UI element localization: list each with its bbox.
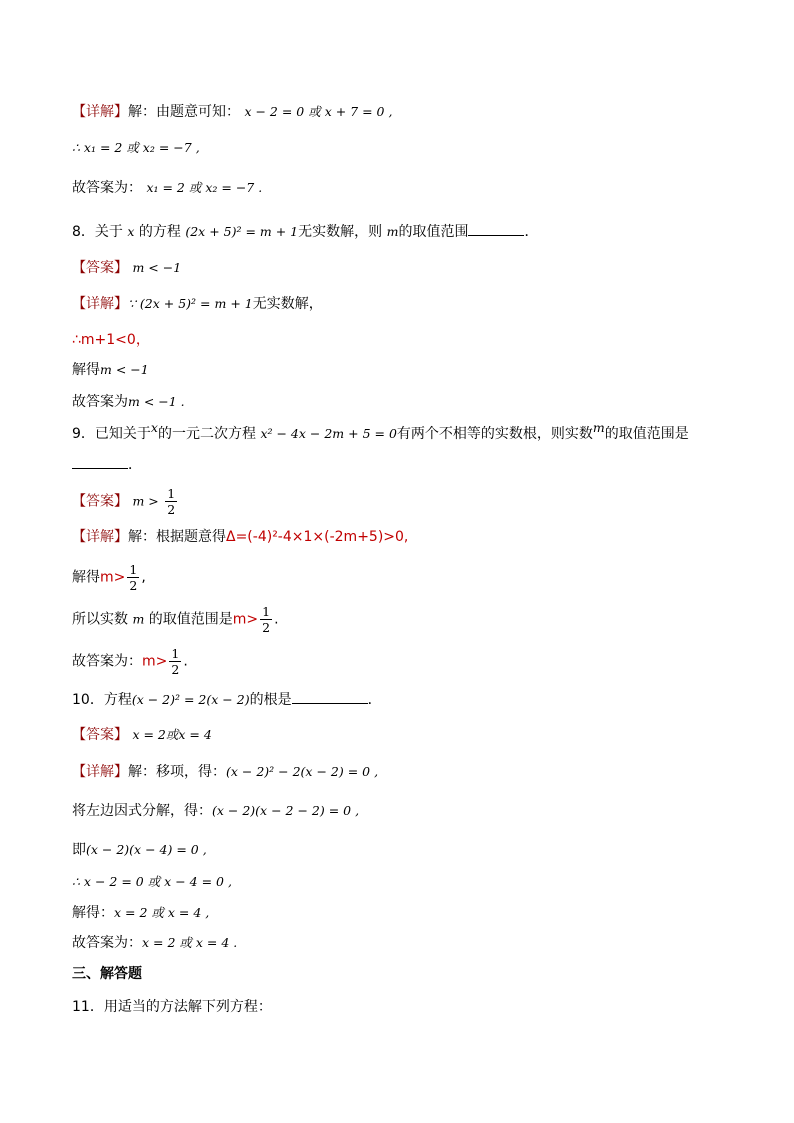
fraction: $\frac{1}{2}$ xyxy=(167,486,176,517)
q9-blank-line: ． xyxy=(72,454,142,475)
q7-conclusion: 故答案为： x₁ = 2 或 x₂ = −7 . xyxy=(72,180,263,196)
fraction: $\frac{1}{2}$ xyxy=(129,562,138,593)
q9-conclusion: 故答案为：m> $\frac{1}{2}$ . xyxy=(72,646,188,677)
q7-step: ∴ x₁ = 2 或 x₂ = −7 , xyxy=(72,140,200,155)
q9-answer: 【答案】 m > $\frac{1}{2}$ xyxy=(72,486,176,517)
q10-step2: 即(x − 2)(x − 4) = 0 , xyxy=(72,842,207,858)
answer-blank xyxy=(468,221,524,236)
q8-conclusion: 故答案为m < −1 . xyxy=(72,394,185,410)
q8-stem: 8．关于 x 的方程 (2x + 5)² = m + 1无实数解，则 m的取值范围 ． xyxy=(72,221,538,242)
q10-step4: 解得：x = 2 或 x = 4 , xyxy=(72,905,210,921)
q9-stem: 9．已知关于$^x$的一元二次方程 x² − 4x − 2m + 5 = 0有两个不相等的实数根，则实数$^m$的取值范围是 xyxy=(72,420,689,442)
q9-detail: 【详解】解：根据题意得Δ=(-4)²-4×1×(-2m+5)>0, xyxy=(72,529,409,545)
q10-stem: 10．方程(x − 2)² = 2(x − 2)的根是 ． xyxy=(72,689,382,710)
q11-stem: 11．用适当的方法解下列方程： xyxy=(72,999,272,1015)
q7-detail-line: 【详解】解：由题意可知： x − 2 = 0 或 x + 7 = 0 , xyxy=(72,104,393,120)
q8-step1: ∴m+1<0， xyxy=(72,332,150,348)
fraction: $\frac{1}{2}$ xyxy=(262,604,271,635)
fraction: $\frac{1}{2}$ xyxy=(171,646,180,677)
q10-conclusion: 故答案为：x = 2 或 x = 4 . xyxy=(72,935,238,951)
q8-detail: 【详解】∵ (2x + 5)² = m + 1无实数解， xyxy=(72,296,323,312)
q10-step1: 将左边因式分解，得：(x − 2)(x − 2 − 2) = 0 , xyxy=(72,803,360,819)
detail-tag: 【详解】 xyxy=(72,104,128,120)
q9-step2: 所以实数 m 的取值范围是m> $\frac{1}{2}$ . xyxy=(72,604,279,635)
q8-answer: 【答案】 m < −1 xyxy=(72,260,182,276)
q10-answer: 【答案】 x = 2或x = 4 xyxy=(72,727,212,743)
q7-equation: x − 2 = 0 或 x + 7 = 0 , xyxy=(244,104,393,119)
answer-blank xyxy=(292,689,368,704)
q10-step3: ∴ x − 2 = 0 或 x − 4 = 0 , xyxy=(72,874,232,889)
answer-blank xyxy=(72,454,128,469)
q10-detail: 【详解】解：移项，得：(x − 2)² − 2(x − 2) = 0 , xyxy=(72,764,379,780)
q8-step2: 解得m < −1 xyxy=(72,362,149,378)
q9-step1: 解得m> $\frac{1}{2}$ , xyxy=(72,562,146,593)
section-heading: 三、解答题 xyxy=(72,966,142,982)
